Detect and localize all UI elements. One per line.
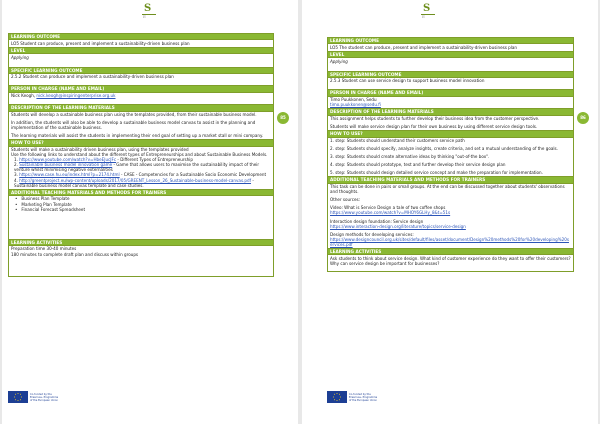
header-person: PERSON IN CHARGE (NAME AND EMAIL) xyxy=(328,89,573,95)
description-p1: Students will develop a sustainable business plan using the templates provided, from their sustainable business model. xyxy=(11,111,257,117)
header-level: LEVEL xyxy=(9,47,273,53)
person-email-link[interactable]: nick.keogh@inspiringenterprise.org.uk xyxy=(36,93,116,99)
header-learning-activities: LEARNING ACTIVITIES xyxy=(328,248,573,254)
description-p1: This assignment helps students to further develop their business idea from the customer perspective. xyxy=(330,115,540,121)
link-innovation-game[interactable]: Sustainable business model innovation game xyxy=(19,162,113,168)
additional-methods: Design methods for developing services: https://www.designcouncil.org.uk/sites/default/files/asset/document/Design%20methods%20for%20developing%20services.pdf xyxy=(330,231,569,247)
page-number: 85 xyxy=(277,112,289,124)
person-in-charge xyxy=(328,96,573,108)
additional-p2: Other sources: xyxy=(330,197,361,203)
header-additional-materials: ADDITIONAL TEACHING MATERIALS AND METHODS FOR TRAINERS xyxy=(328,176,573,182)
list-item: 3. https://www.case.hu.eu/index.html?p=2174.html - CASE - Competencies for a Sustainable Socio Economic Development xyxy=(14,172,267,178)
specific-outcome: 2.5.2 Student can produce and implement a sustainability-driven business plan xyxy=(9,73,273,80)
header-description: DESCRIPTION OF THE LEARNING MATERIALS xyxy=(328,108,573,114)
activities-p1: Preparation time 30-40 minutes xyxy=(11,246,77,252)
person-name: Nick Keogh, xyxy=(11,93,37,99)
eu-footer xyxy=(327,391,377,403)
eu-flag-icon xyxy=(8,391,28,403)
how-to-use xyxy=(328,137,573,177)
link-case[interactable]: https://www.case.hu.eu/index.html?p=2174.html xyxy=(19,172,120,178)
person-name: Timo Puukkonen, Sedu xyxy=(330,97,377,103)
additional-foundation: Interaction design foundation: Service design https://www.interaction-design.org/literature/topics/service-design xyxy=(330,218,466,229)
learning-outcome: LO5 The student can produce, present and implement a sustainability-driven business plan xyxy=(328,43,573,50)
header-learning-outcome: LEARNING OUTCOME xyxy=(9,34,273,39)
lesson-table-right xyxy=(327,37,574,272)
how-p1: Students will make a sustainability driven business plan, using the templates provided xyxy=(11,146,189,152)
eu-text: Co-funded by the Erasmus+ Programme of the European Union xyxy=(30,392,59,402)
header-how-to-use: HOW TO USE? xyxy=(9,139,273,145)
link-design-council[interactable]: https://www.designcouncil.org.uk/sites/default/files/asset/document/Design%20methods%20for%20developing%20services.pdf xyxy=(330,236,569,247)
list-item: 2. Sustainable business model innovation game - Game that allows users to maximise the sustainability impact of their venture whilst minimising negative externalities xyxy=(14,162,260,173)
header-person: PERSON IN CHARGE (NAME AND EMAIL) xyxy=(9,85,273,91)
how-to-use xyxy=(9,146,273,189)
step-5: 5. step: Students should design detailed service concept and make the preparation for implementation. xyxy=(330,170,543,176)
eu-footer xyxy=(8,391,58,403)
how-p2: Use the following links to understand about the different types of Entrepreneurships and about Sustainable Business Models. xyxy=(11,152,268,158)
left-page xyxy=(2,0,298,424)
additional-materials xyxy=(328,183,573,248)
right-page xyxy=(302,0,598,424)
link-list xyxy=(11,157,271,188)
activities-p1: Ask students to think about service design. What kind of customer experience do they want to offer their customers? Why can service design be important for businesses? xyxy=(330,255,571,266)
list-item: 1. https://www.youtube.com/watch?v=HbeEJucJFc - Different Types of Entrepreneurship xyxy=(14,157,193,163)
additional-p1: This task can be done in pairs or small groups. At the end can be discussed together about students' observations and thoughts. xyxy=(330,184,565,195)
link-video[interactable]: https://www.youtube.com/watch?v=MHOY6GLHy_8&t=51s xyxy=(330,210,451,216)
step-1: 1. step: Students should understand their customers service path xyxy=(330,137,465,143)
step-3: 3. step: Students should create alternative ideas by thinking "out-of-the box". xyxy=(330,154,490,160)
header-additional-materials: ADDITIONAL TEACHING MATERIALS AND METHODS FOR TRAINERS xyxy=(9,189,273,195)
list-item: • Business Plan Template xyxy=(21,196,271,201)
list-item: • Financial Forecast Spreadsheet xyxy=(21,207,271,212)
additional-video: Video: What is Service Design a tale of two coffee shops https://www.youtube.com/watch?v=MHOY6GLHy_8&t=51s xyxy=(330,205,451,216)
link-interaction-design[interactable]: https://www.interaction-design.org/literature/topics/service-design xyxy=(330,223,466,229)
eu-text: Co-funded by the Erasmus+ Programme of the European Union xyxy=(349,392,378,402)
eu-flag-icon xyxy=(327,391,347,403)
header-specific-outcome: SPECIFIC LEARNING OUTCOME xyxy=(9,67,273,73)
header-specific-outcome: SPECIFIC LEARNING OUTCOME xyxy=(328,71,573,77)
step-2: 2. step: Students should specify, analyze insights, create criteria, and set a mutual understanding of the goals. xyxy=(330,145,558,151)
learning-outcome: LO5 Student can produce, present and implement a sustainability-driven business plan xyxy=(9,39,273,46)
learning-activities xyxy=(9,245,273,275)
description xyxy=(328,115,573,130)
step-4: 4. step: Students should prototype, test and further develop their service design plan xyxy=(330,162,506,168)
header-description: DESCRIPTION OF THE LEARNING MATERIALS xyxy=(9,104,273,110)
link-canvas-pdf[interactable]: http://greentproject.eu/wp-content/uploads/2017/05/GREENT_Lesson_26_Sustainable-business-model-canvas.pdf xyxy=(19,177,252,183)
description-p3: The learning materials will assist the students in implementing their end goal of setting up a market stall or mini company. xyxy=(11,133,264,139)
activities-p2: 180 minutes to complete draft plan and discuss within groups xyxy=(11,251,139,257)
list-item: 4. http://greentproject.eu/wp-content/uploads/2017/05/GREENT_Lesson_26_Sustainable-business-model-canvas.pdf - Sustainable business model canvas template and case studies. xyxy=(14,177,254,188)
logo-icon: S E xyxy=(142,5,160,23)
specific-outcome: 2.5.3 Student can use service design to support business model innovation xyxy=(328,77,573,84)
header-learning-activities: LEARNING ACTIVITIES xyxy=(9,239,273,245)
header-level: LEVEL xyxy=(328,51,573,57)
header-learning-outcome: LEARNING OUTCOME xyxy=(328,38,573,43)
level-value: Applying xyxy=(328,57,573,64)
description-p2: In addition, the students will also be able to develop a sustainable business model canvas to assist in the planning and implementation of the sustainable business. xyxy=(11,119,256,131)
additional-materials xyxy=(9,195,273,239)
logo-icon: S E xyxy=(421,5,439,23)
level-value: Applying xyxy=(9,53,273,60)
description-p2: Students will make service design plan for their own business by using different service design tools. xyxy=(330,124,538,130)
page-number: 86 xyxy=(577,112,589,124)
description xyxy=(9,111,273,140)
learning-activities xyxy=(328,254,573,270)
person-email-link[interactable]: timo.puukkonen@sedu.fi xyxy=(330,102,381,108)
link-entrepreneurship-video[interactable]: https://www.youtube.com/watch?v=HbeEJucJFc xyxy=(19,157,117,163)
list-item: • Marketing Plan Template xyxy=(21,202,271,207)
lesson-table-left xyxy=(8,33,274,277)
person-in-charge xyxy=(9,92,273,99)
header-how-to-use: HOW TO USE? xyxy=(328,130,573,136)
